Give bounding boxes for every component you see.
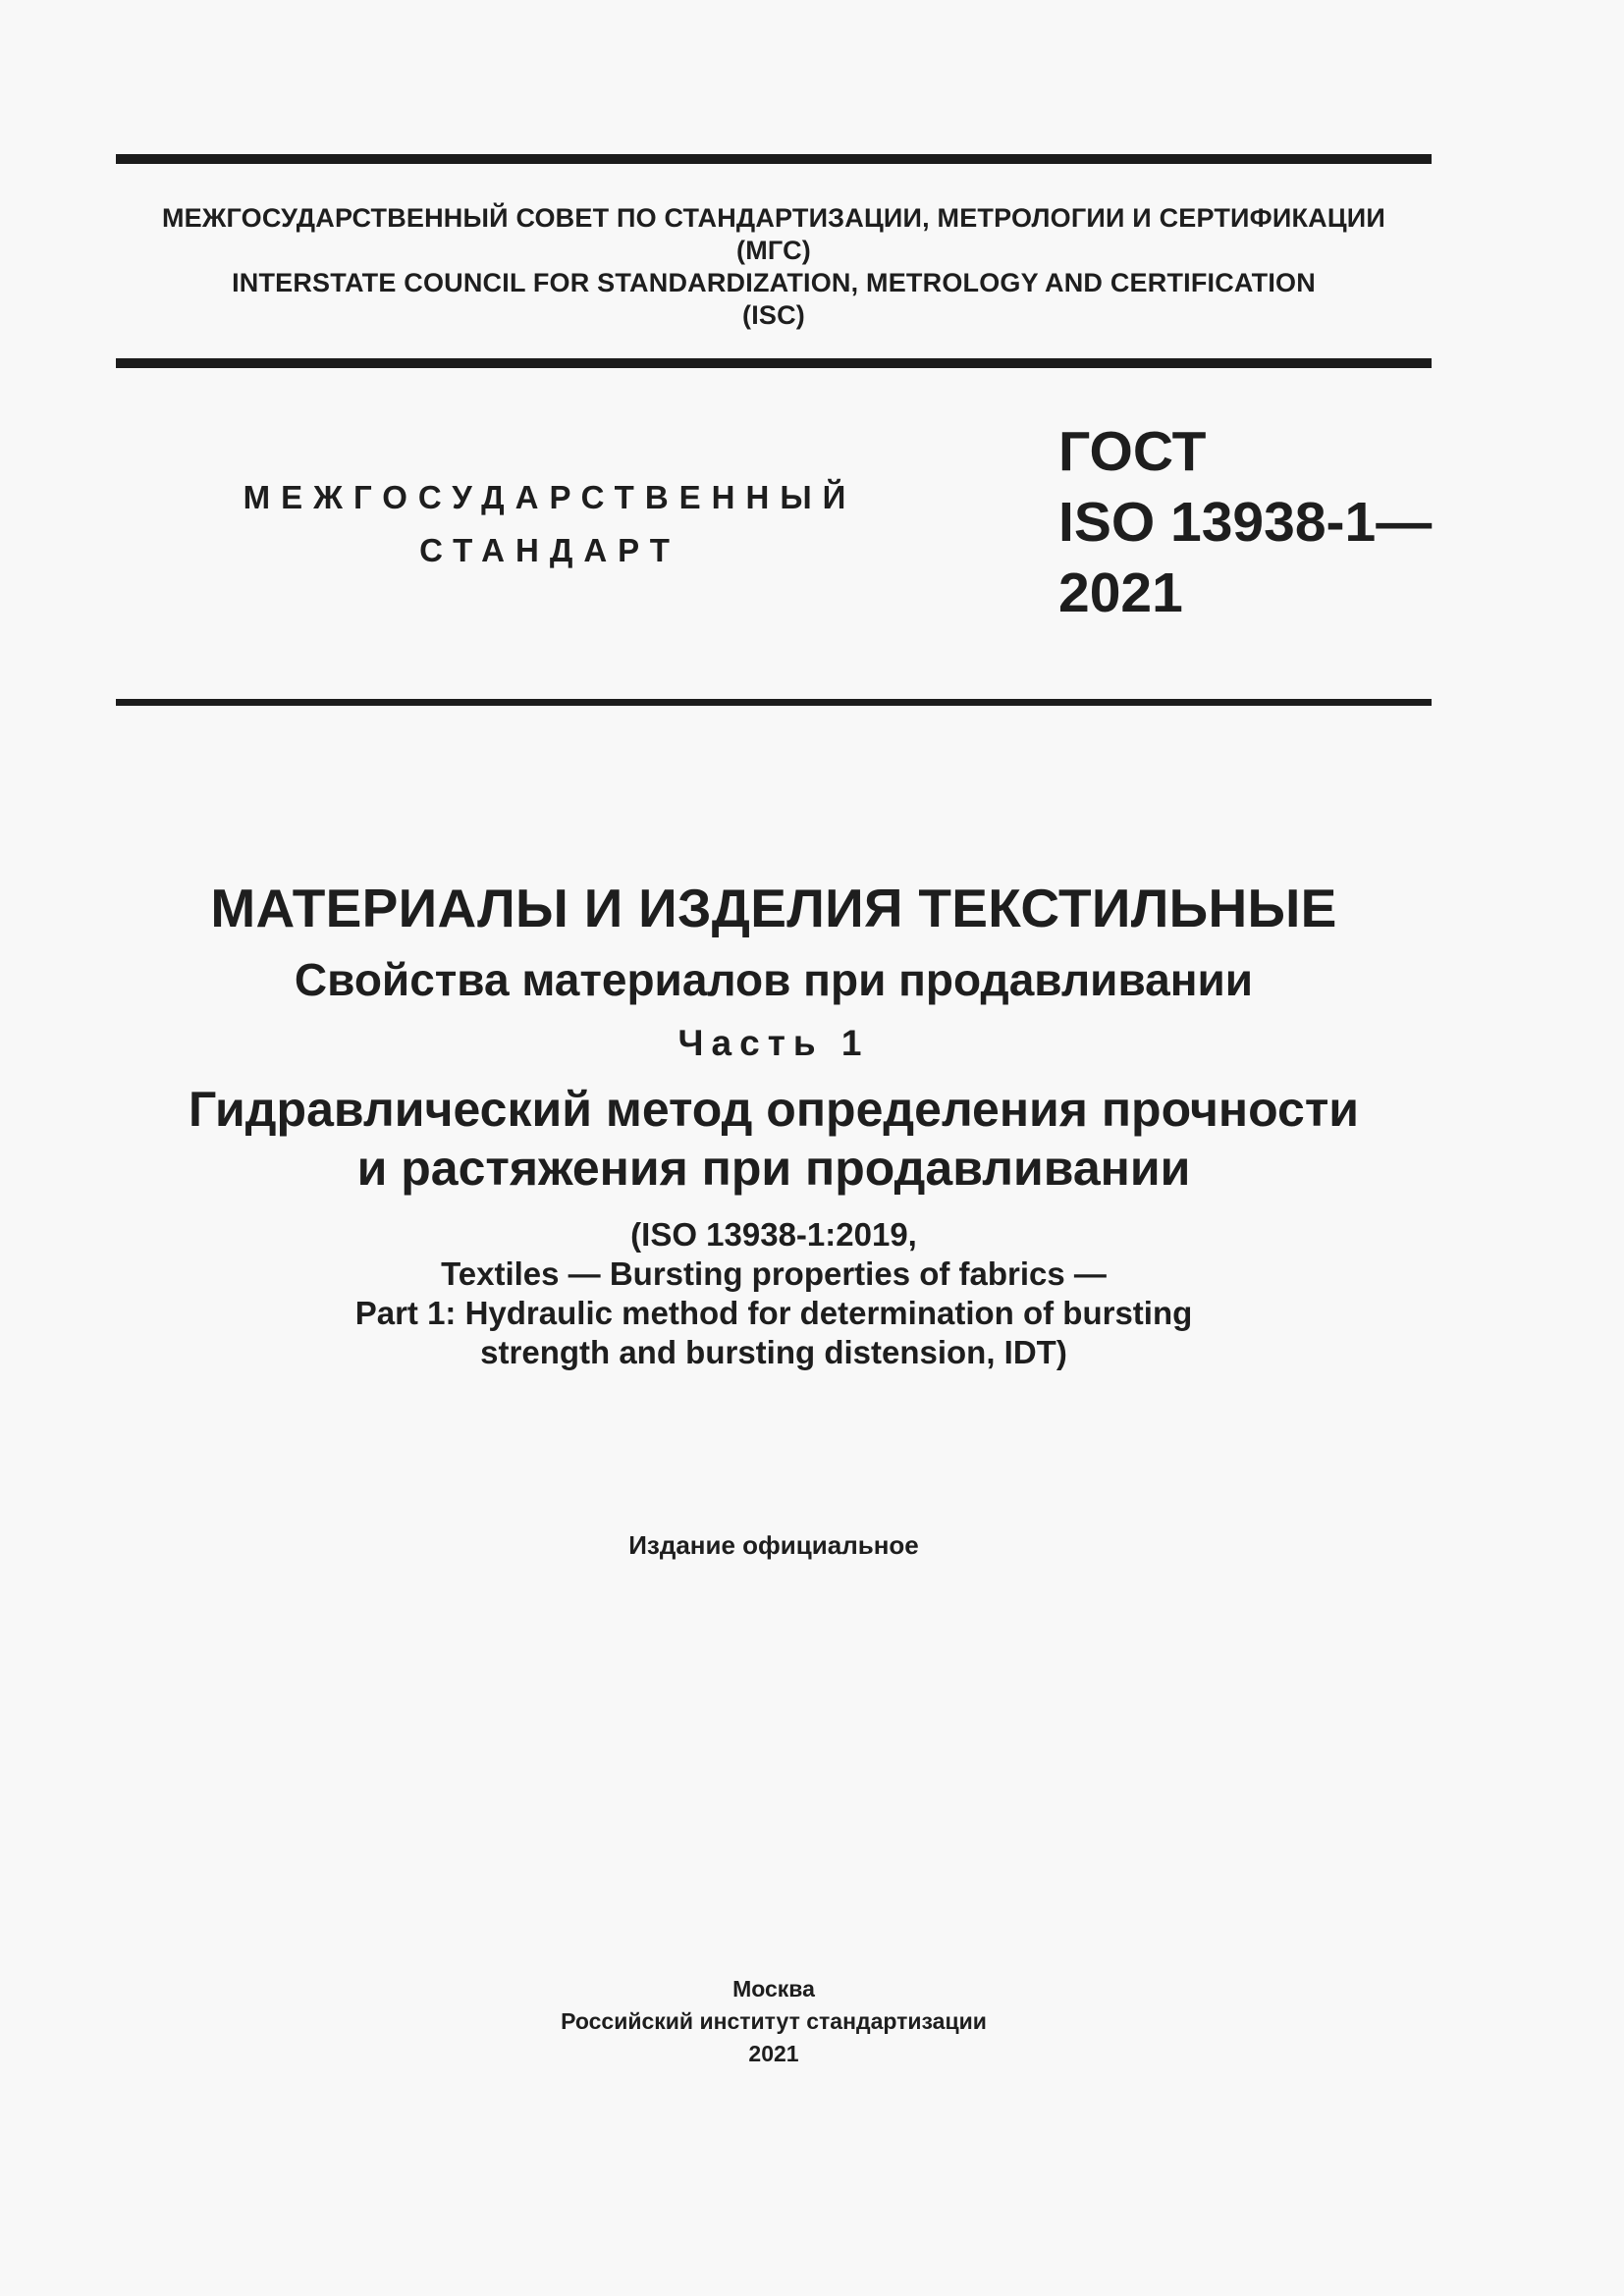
edition-label: Издание официальное xyxy=(628,1530,919,1560)
imprint-year: 2021 xyxy=(748,2041,799,2066)
standard-kind-line1: МЕЖГОСУДАРСТВЕННЫЙ xyxy=(243,479,857,515)
standard-number-line2: ISO 13938-1— xyxy=(1058,491,1433,554)
standard-number-line3: 2021 xyxy=(1058,561,1183,624)
iso-reference-line3: Part 1: Hydraulic method for determination of bursting xyxy=(354,1295,1193,1331)
title-method xyxy=(116,1080,1432,1198)
top-rule xyxy=(116,154,1432,164)
title-part: Часть 1 xyxy=(677,1023,870,1063)
council-name-ru: МЕЖГОСУДАРСТВЕННЫЙ СОВЕТ ПО СТАНДАРТИЗАЦИИ, МЕТРОЛОГИИ И СЕРТИФИКАЦИИ xyxy=(161,203,1386,233)
document-titles xyxy=(116,874,1432,1372)
title-subtitle: Свойства материалов при продавливании xyxy=(294,954,1254,1005)
title-main: МАТЕРИАЛЫ И ИЗДЕЛИЯ ТЕКСТИЛЬНЫЕ xyxy=(210,878,1337,938)
title-method-line2: и растяжения при продавливании xyxy=(356,1141,1191,1196)
standard-number-line1: ГОСТ xyxy=(1058,420,1207,483)
standard-kind xyxy=(226,471,874,577)
standard-kind-line2: СТАНДАРТ xyxy=(419,532,680,568)
standard-number xyxy=(1058,416,1432,628)
imprint-publisher: Российский институт стандартизации xyxy=(561,2008,987,2034)
iso-reference-line4: strength and bursting distension, IDT) xyxy=(480,1334,1067,1370)
middle-rule xyxy=(116,358,1432,368)
imprint-city: Москва xyxy=(732,1976,815,2002)
bottom-rule xyxy=(116,699,1432,706)
council-abbr-ru: (МГС) xyxy=(736,236,811,265)
imprint xyxy=(116,1973,1432,2070)
iso-reference-line1: (ISO 13938-1:2019, xyxy=(630,1216,917,1253)
iso-reference-line2: Textiles — Bursting properties of fabrics — xyxy=(441,1255,1107,1292)
iso-reference xyxy=(116,1215,1432,1372)
title-method-line1: Гидравлический метод определения прочности xyxy=(188,1082,1360,1137)
council-name-en: INTERSTATE COUNCIL FOR STANDARDIZATION, METROLOGY AND CERTIFICATION xyxy=(232,268,1316,297)
council-abbr-en: (ISC) xyxy=(742,300,805,330)
council-header xyxy=(116,202,1432,332)
